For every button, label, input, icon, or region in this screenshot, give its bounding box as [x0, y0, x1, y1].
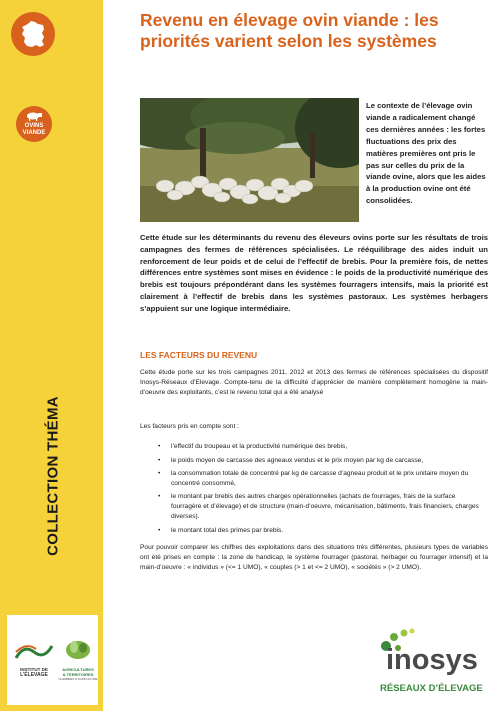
section-heading: LES FACTEURS DU REVENU — [140, 350, 258, 360]
inosys-wordmark: inosys — [386, 644, 478, 676]
list-item: • l’effectif du troupeau et la productivité numérique des brebis, — [158, 442, 484, 452]
list-item: • la consommation totale de concentré par kg de carcasse d’agneau produit et le prix unitaire moyen du concentré consommé, — [158, 469, 484, 489]
agri-line-2: & TERRITOIRES — [62, 672, 94, 677]
page-title: Revenu en élevage ovin viande : les priorités varient selon les systèmes — [140, 10, 439, 51]
list-item: • le montant par brebis des autres charges opérationnelles (achats de fourrages, frais de la surface fourragère et d’élevage) et de structure (main-d’oeuvre, mécanisation, bâtiments, frais financiers, charges diverses). — [158, 492, 484, 522]
sheep-flock-photo — [140, 98, 359, 222]
list-item: • le montant total des primes par brebis. — [158, 526, 484, 536]
institut-elevage-icon — [14, 640, 54, 662]
intro-paragraph: Cette étude sur les déterminants du revenu des éleveurs ovins porte sur les résultats de trois campagnes des fermes de références spécialisées. Le rééquilibrage des aides induit un renforcement de leur poids et de celui de l’effectif de brebis. Pour la première fois, de nettes différences entre systèmes sont mises en évidence : le poids de la productivité numérique des brebis est toujours prépondérant dans les systèmes fourragers intensifs, mais la priorité est clairement à l’effectif de brebis dans les systèmes pastoraux. Les systèmes herbagers s’appuient sur une logique intermédiaire. — [140, 233, 488, 313]
institut-elevage-logo — [14, 640, 54, 690]
inosys-logo — [378, 628, 493, 698]
agri-line-3: CHAMBRES D’AGRICULTURE — [58, 677, 98, 681]
ovins-viande-badge — [16, 106, 52, 142]
factors-list — [158, 442, 484, 539]
body-paragraph-1: Cette étude porte sur les trois campagnes 2011, 2012 et 2013 des fermes de références spécialisées du dispositif Inosys-Réseaux d’Elevage. Compte-tenu de la difficulté d’apprécier de manière complètement homogène la main-d’oeuvre des exploitants, c’est le revenu total qui a été analysé — [140, 369, 488, 396]
institut-line-1: INSTITUT DE — [20, 667, 48, 672]
body-paragraph-3: Pour pouvoir comparer les chiffres des exploitations dans des situations très différentes, plusieurs types de variables ont été prises en compte : la zone de handicap, le système fourrager (pastoral, herbager ou fourrager intensif) et la main-d’oeuvre : « individus » (<= 1 UMO), « couples (> 1 et <= 2 UMO), « sociétés » (> 2 UMO). — [140, 544, 488, 571]
institut-line-2: L’ÉLEVAGE — [20, 672, 48, 678]
agri-line-1: AGRICULTURES — [62, 667, 94, 672]
france-map-badge — [11, 12, 55, 56]
agricultures-icon — [58, 636, 98, 662]
badge-label: OVINS VIANDE — [22, 123, 46, 136]
list-item: • le poids moyen de carcasse des agneaux vendus et le prix moyen par kg de carcasse, — [158, 456, 484, 466]
intro-side-text: Le contexte de l’élevage ovin viande a radicalement changé ces dernières années : les fortes fluctuations des prix des matières premières ont pris le pas sur celles du prix de la viande ovine, alors que les aides à la production ovine ont été consolidées. — [366, 101, 486, 206]
collection-label-text: COLLECTION THÉMA — [44, 396, 62, 556]
agricultures-territoires-logo — [58, 636, 98, 692]
reseaux-elevage-label: RÉSEAUX D’ÉLEVAGE — [380, 683, 483, 694]
body-paragraph-2: Les facteurs pris en compte sont : — [140, 423, 239, 430]
france-map-icon — [11, 12, 55, 56]
